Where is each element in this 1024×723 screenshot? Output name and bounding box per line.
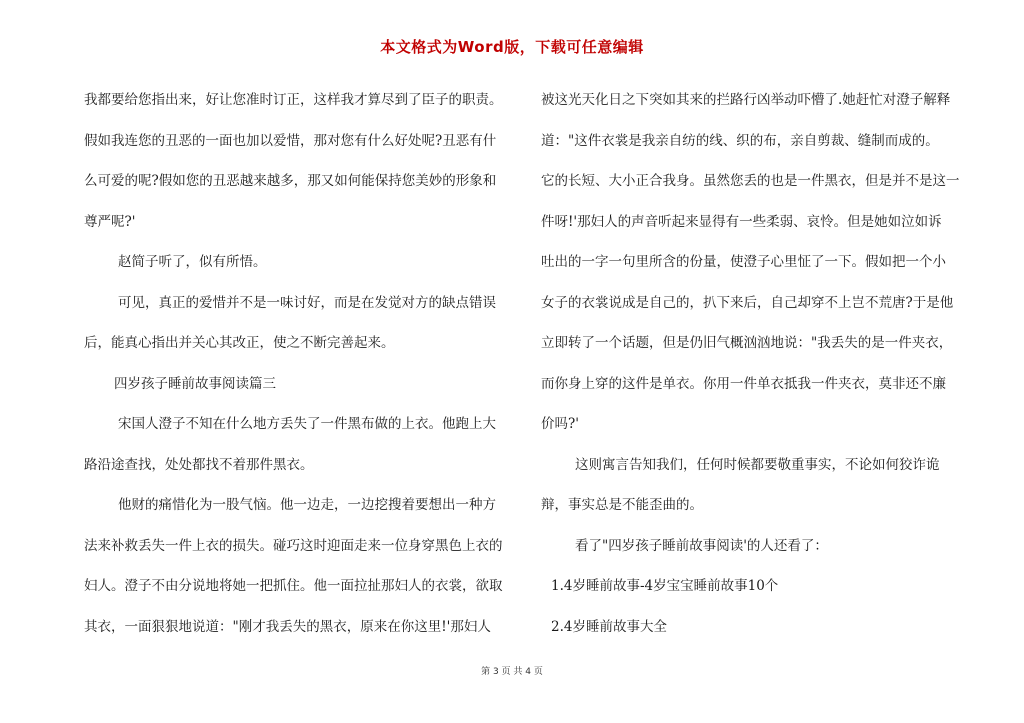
left-line: 妇人。澄子不由分说地将她一把抓住。他一面拉扯那妇人的衣裳，欲取 xyxy=(84,578,503,594)
left-line: 他财的痛惜化为一股气恼。他一边走，一边挖搜着要想出一种方 xyxy=(118,497,496,513)
right-line: 而你身上穿的这件是单衣。你用一件单衣抵我一件夹衣，莫非还不廉 xyxy=(541,375,946,392)
page-number: 第 3 页 共 4 页 xyxy=(481,667,543,677)
left-line: 后，能真心指出并关心其改正，使之不断完善起来。 xyxy=(84,335,395,351)
left-line: 路沿途查找，处处都找不着那件黑衣。 xyxy=(84,456,314,473)
left-line: 我都要给您指出来，好让您准时订正，这样我才算尽到了臣子的职责。 xyxy=(84,92,503,108)
right-line: 件呀!'那妇人的声音听起来显得有一些柔弱、哀怜。但是她如泣如诉 xyxy=(541,213,942,230)
left-line: 赵简子听了，似有所悟。 xyxy=(118,254,267,270)
download-banner: 本文格式为Word版，下载可任意编辑 xyxy=(380,38,644,56)
right-line: 吐出的一字一句里所含的份量，使澄子心里怔了一下。假如把一个小 xyxy=(541,254,946,270)
left-line: 宋国人澄子不知在什么地方丢失了一件黑布做的上衣。他跑上大 xyxy=(118,416,496,432)
right-line: 辩，事实总是不能歪曲的。 xyxy=(541,497,703,513)
left-line: 尊严呢?' xyxy=(84,213,136,230)
related-link[interactable]: 1.4岁睡前故事-4岁宝宝睡前故事10个 xyxy=(551,578,779,594)
related-link[interactable]: 2.4岁睡前故事大全 xyxy=(551,618,667,635)
related-heading: 看了"四岁孩子睡前故事阅读'的人还看了： xyxy=(575,537,828,554)
left-column xyxy=(84,80,512,647)
left-line: 其衣，一面狠狠地说道："刚才我丢失的黑衣，原来在你这里!'那妇人 xyxy=(84,618,491,635)
right-line: 被这光天化日之下突如其来的拦路行凶举动吓懵了.她赶忙对澄子解释 xyxy=(541,92,951,108)
section-heading: 四岁孩子睡前故事阅读篇三 xyxy=(114,375,276,392)
right-line: 道："这件衣裳是我亲自纺的线、织的布，亲自剪裁、缝制而成的。 xyxy=(541,132,939,149)
right-column xyxy=(541,80,961,647)
left-line: 可见，真正的爱惜并不是一味讨好，而是在发觉对方的缺点错误 xyxy=(118,294,496,311)
right-line: 价吗?' xyxy=(541,416,579,432)
right-line: 这则寓言告知我们，任何时候都要敬重事实，不论如何狡诈诡 xyxy=(575,456,940,473)
left-line: 法来补救丢失一件上衣的损失。碰巧这时迎面走来一位身穿黑色上衣的 xyxy=(84,537,503,554)
right-line: 立即转了一个话题，但是仍旧气概汹汹地说："我丢失的是一件夹衣， xyxy=(541,335,953,351)
left-line: 假如我连您的丑恶的一面也加以爱惜，那对您有什么好处呢?丑恶有什 xyxy=(84,132,497,149)
left-line: 么可爱的呢?假如您的丑恶越来越多，那又如何能保持您美妙的形象和 xyxy=(84,173,497,189)
right-line: 它的长短、大小正合我身。虽然您丢的也是一件黑衣，但是并不是这一 xyxy=(541,173,960,189)
right-line: 女子的衣裳说成是自己的，扒下来后，自己却穿不上岂不荒唐?于是他 xyxy=(541,294,954,311)
